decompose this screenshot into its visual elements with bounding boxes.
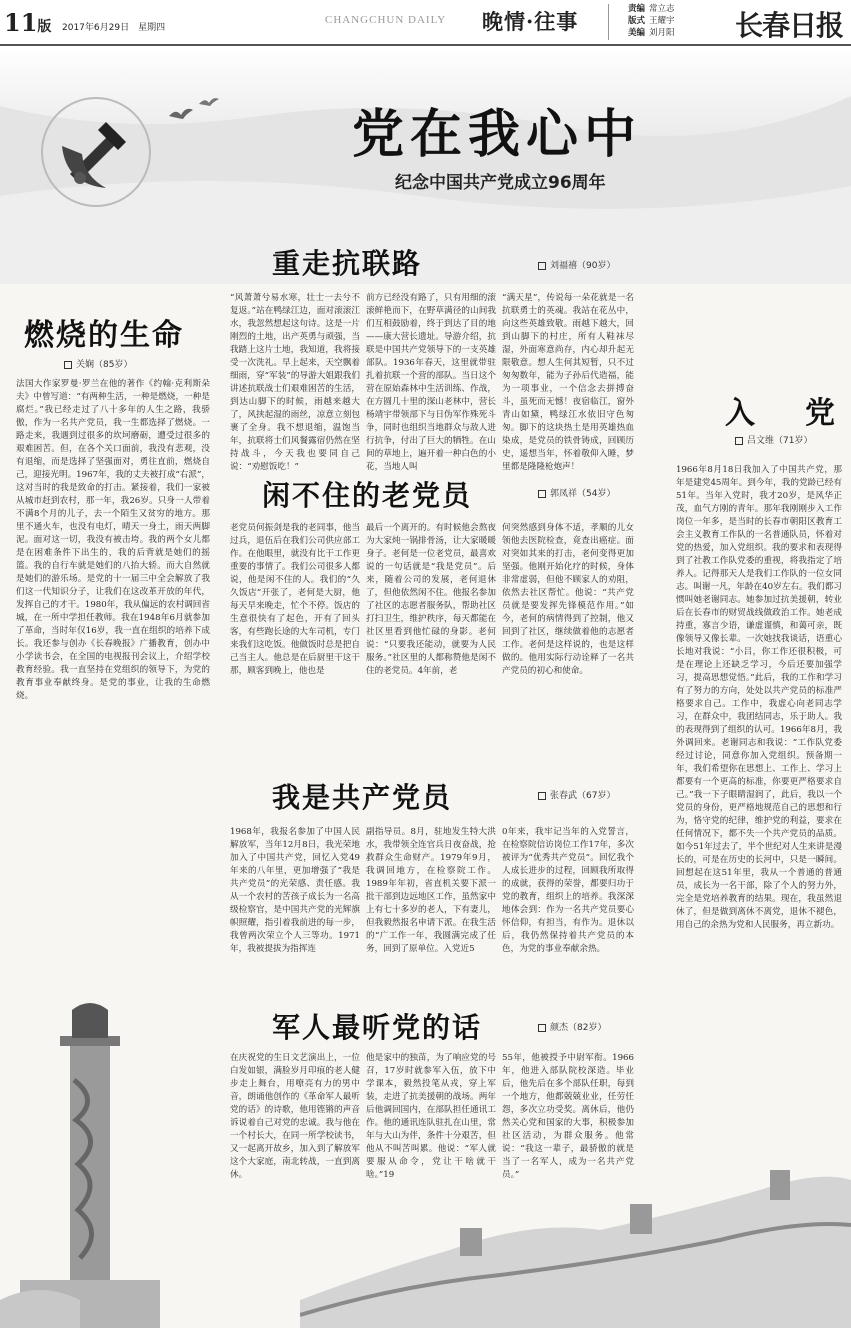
article-body-burning: 法国大作家罗曼·罗兰在他的著作《约翰·克利斯朵夫》中曾写道：“有两种生活，一种是燃烧，一种是腐烂。”我已经走过了八十多年的人生之路，我骄傲，作为一名共产党员，我一生都选择了燃烧。一路走来，我遇到过很多的坎坷磨砺，遭受过很多的艰难困苦。但，在各个关口面前，我没有悲观，没有退缩，而是选择了坚强面对，勇往直前，燃烧自己，迎接光明。1967年，我的丈夫被打成“右派”，这对当时的我是致命的打击。紧接着，我们一家被从城市赶到农村，那一年，我26岁。只身一人带着不满8个月的儿子，去一个陌生又贫穷的地方。那里不通火车，也没有电灯，晴天一身土，雨天两脚泥。面对这一切，我没有被击垮。我的两个女儿都是在困难条件下出生的，我的后背就是她们的摇篮。我的自行车就是她们的八抬大轿。而大自然就是她们的游乐场。是党的十一届三中全会解放了我们这一代知识分子，让我们在这改革开放的年代，发挥自己的才干。1980年，我从偏远的农村调回省城，在一所中学担任教师。我在1948年6月就参加了革命，当时年仅16岁，我一直在组织的培养下成长。我还参与创办《长春晚报》广播教育，创办中小学读书会，在全国的电视报刊会议上，介绍学校教育经验。我一直坚持在党组织的领导下，为党的教育事业奉献终身。是党的事业，让我的生命燃烧。 [16, 379, 210, 701]
column-name: 晚情·往事 [482, 9, 579, 34]
byline-burning [64, 357, 132, 370]
article-body-member-col3: 0年来，我牢记当年的入党誓言，在检察院信访岗位工作17年，多次被评为“优秀共产党员”。回忆我个人成长进步的过程，回顾我所取得的成就，获得的荣誉，都要归功于党的教育，组织上的培养。我深深地体会到：作为一名共产党员要心怀信仰，有担当，有作为。退休以后，我仍然保持着共产党员的本色，为党的事业奉献余热。 [502, 827, 634, 954]
byline-square-icon [538, 792, 546, 800]
byline-text: 张春武（67岁） [550, 791, 616, 801]
byline-square-icon [538, 1024, 546, 1032]
byline-member [538, 788, 615, 801]
staff-name: 常立志 [649, 4, 675, 14]
staff-line-3 [628, 27, 675, 39]
newspaper-logo: 长春日报 [734, 9, 843, 42]
byline-road [538, 258, 615, 271]
article-title-soldier: 军人最听党的话 [272, 1011, 483, 1044]
article-title-busy: 闲不住的老党员 [262, 479, 473, 512]
byline-text: 关娴（85岁） [76, 360, 133, 370]
staff-role: 责编 [628, 4, 646, 14]
article-body-soldier-col1: 在庆祝党的生日文艺演出上，一位白发如银，满脸岁月印痕的老人健步走上舞台，用嘹亮有力的男中音，朗诵他创作的《革命军人最听党的话》的诗歌，他用铿锵的声音诉说着自己对党的忠诚。我与他在一个村长大，在同一所学校读书，又一起离开故乡，加入到了解放军这个大家庭，南北转战，一直到离休。 [230, 1053, 360, 1180]
issue-date: 2017年6月29日 星期四 [62, 23, 166, 33]
article-body-busy-col3: 何突然感到身体不适，孝顺的儿女领他去医院检查，竟查出癌症。面对突如其来的打击，老何变得更加坚强。他刚开始化疗的时候，身体非常虚弱，但他不顾家人的劝阻，依然去社区帮忙。他说：“共产党员就是要发挥先锋模范作用。”如今，老何的病情得到了控制，他又回到了社区，继续做着他的志愿者工作。老何是这样说的，也是这样做的。他用实际行动诠释了一名共产党员的初心和使命。 [502, 523, 634, 676]
party-emblem-icon [40, 96, 152, 208]
byline-square-icon [538, 490, 546, 498]
masthead-divider [608, 4, 609, 40]
staff-line-1 [628, 3, 675, 15]
byline-text: 郭凤祥（54岁） [550, 489, 616, 499]
page-title: 党在我心中 [352, 104, 643, 165]
staff-line-2 [628, 15, 675, 27]
byline-square-icon [735, 437, 743, 445]
byline-text: 吕文维（71岁） [747, 436, 813, 446]
english-name: CHANGCHUN DAILY [325, 14, 447, 26]
article-title-join: 入 党 [725, 396, 845, 431]
monument-column-image [0, 1000, 240, 1328]
article-title-burning: 燃烧的生命 [24, 318, 184, 353]
byline-busy [538, 486, 615, 499]
article-body-soldier-col2: 他是家中的独苗，为了响应党的号召，17岁时就参军入伍，放下中学课本，毅然投笔从戎，穿上军装，走进了抗美援朝的战场。两年后他调回国内，在部队担任通讯工作。他的通讯连队驻扎在山里，常年与大山为伴，条件十分艰苦，但他从不叫苦叫累。他说：“军人就要服从命令，党让干啥就干啥。”19 [366, 1053, 496, 1180]
article-body-soldier-col3: 55年，他被授予中尉军衔。1966年，他进入部队院校深造。毕业后，他先后在多个部队任职，每到一个地方，他都兢兢业业，任劳任怨，多次立功受奖。离休后，他仍然关心党和国家的大事，积极参加社区活动，为群众服务。他常说：“我这一辈子，最骄傲的就是当了一名军人，成为一名共产党员。” [502, 1053, 634, 1180]
staff-name: 刘月阳 [649, 28, 675, 38]
article-body-busy-col2: 最后一个离开的。有时候他会熬夜为大家炖一锅排骨汤，让大家暖暖身子。老何是一位老党员，最喜欢说的一句话就是“我是党员”。后来，随着公司的发展，老何退休了，但他依然闲不住。他报名参加了社区的志愿者服务队，帮助社区打扫卫生，维护秩序，每天都能在社区里看到他忙碌的身影。老何说：“只要我还能动，就要为人民服务。”社区里的人都称赞他是闲不住的老党员。4年前，老 [366, 523, 496, 676]
masthead [0, 0, 851, 46]
dove-icon [198, 96, 220, 110]
article-title-member: 我是共产党员 [272, 781, 453, 814]
article-title-road: 重走抗联路 [272, 247, 423, 280]
byline-square-icon [64, 361, 72, 369]
great-wall-image [300, 1100, 851, 1328]
byline-text: 刘福禧（90岁） [550, 261, 616, 271]
byline-square-icon [538, 262, 546, 270]
dove-icon [168, 106, 194, 124]
byline-soldier [538, 1020, 606, 1033]
byline-text: 颜杰（82岁） [550, 1023, 607, 1033]
page-suffix: 版 [37, 19, 52, 35]
page-number [4, 8, 51, 37]
article-body-member-col2: 副指导员。8月，驻地发生特大洪水，我带领全连官兵日夜奋战，抢救群众生命财产。1979年9月，我调回地方，在检察院工作。1989年年初，省直机关要下派一批干部到边远地区工作，虽然家中上有七十多岁的老人，下有妻儿，但我毅然报名申请下派。在我生活的“广工作一年，我圆满完成了任务，回到了原单位。入党近5 [366, 827, 496, 954]
page-number-value: 11 [4, 8, 38, 37]
page-subtitle: 纪念中国共产党成立96周年 [395, 173, 606, 193]
article-body-join: 1966年8月18日我加入了中国共产党，那年是建党45周年。到今年，我的党龄已经有51年。当年入党时，我才20岁，是风华正茂，血气方刚的青年。那年我刚刚步入工作岗位一年多，是当时的长春市朝阳区教育工会主义教育工作队的一名普通队员，怀着对党的热爱，加入党组织。我的要求和表现得到了社教工作队党委的重视，将我指定了培养人。记得那天人是我们工作队的一位女同志。叫谢一凡，年龄在40岁左右。我们都习惯叫她老谢同志。她参加过抗美援朝，转业后在长春市的财贸战线做政治工作。她老成持重，寡言少语，谦虚谨慎，和蔼可亲，既像领导又像长辈。一次她找我谈话，语重心长地对我说：“小吕，你工作还很积极，可是在理论上还缺乏学习，今后还要加强学习，提高思想觉悟。”此后，我的工作和学习有了努力的方向，处处以共产党员的标准严格要求自己。工作中，我虚心向老同志学习，在群众中，我团结同志，乐于助人。我的表现得到了组织的认可。1966年8月，我外调回来。老谢同志和我说：“工作队党委经过讨论，同意你加入党组织。预备期一年，我们希望你在思想上、工作上、学习上都要有一个更高的标准，你要更严格要求自己。”我一下子眼睛湿润了，此后，我以一个党员的身份，更严格地规范自己的思想和行为，恪守党的纪律，维护党的利益，要求在任何情况下，都不失一个共产党员的品质。如今51年过去了，半个世纪对人生来讲是漫长的，可是在历史的长河中，只是一瞬间。回想起在这51年里，我从一个普通的普通员，成长为一名干部，除了个人的努力外，完全是党培养教育的结果。现在，我虽然退休了，但是做到离休不离党，退休不褪色，用自己的余热为党和人民服务，再立新功。 [676, 465, 842, 930]
article-body-road-col2: 前方已经没有路了，只有用细的滚滚鲜艳而下，在野草满径的山间我们互相鼓励着，终于到达了目的地——康大营长遗址。导游介绍，抗联是中国共产党领导下的一支英雄部队。1936年春天，这里就带驻扎着抗联一个营的部队。当日这个营在原始森林中生活训练、作战，在方圆几十里的深山老林中，营长杨靖宇带领部下与日伪军作殊死斗争，同时也组织当地群众与敌人进行抗争，付出了巨大的牺牲。在山间的草地上，遍开着一种白色的小花，当地人叫 [366, 293, 496, 472]
article-body-road-col1: “风萧萧兮易水寒，壮士一去兮不复返。”站在鸭绿江边，面对滚滚江水，我忽然想起这句诗。这是一片刚烈的土地，出产英勇与顽强，当我踏上这片土地，我知道，我将接受一次洗礼。早上起来，天空飘着细雨，穿“军装”的导游大姐跟我们讲述抗联战士们艰难困苦的生活，到达山脚下的时候，雨越来越大了，风挟起湿的雨丝，凉意立刻包裹了全身。我不想退缩，温饱当年，抗联将士们风餐露宿仍然在坚持战斗，今天我也要同自己说：“劝慰饭吃！” [230, 293, 360, 472]
staff-role: 版式 [628, 16, 646, 26]
article-body-busy-col1: 老党员何振剑是我的老同事，他当过兵，退伍后在我们公司供应部工作。在他眼里，就没有比干工作更重要的事情了。我们公司很多人都说，他是闲不住的人。我们的“久久饭店”开张了，老何是大厨，他每天早来晚走，忙个不停。饭店的生意很快有了起色，开有了回头客，有些跑长途的大车司机，专门来我们这吃饭。他做饭时总是把自己当主人。他总是在后厨里干这干那，顾客到晚上，他也是 [230, 523, 360, 676]
staff-role: 美编 [628, 28, 646, 38]
article-body-member-col1: 1968年，我报名参加了中国人民解放军，当年12月8日，我光荣地加入了中国共产党，回忆入党49年来的八年里，更加增强了“我是共产党员”的光荣感、责任感。我从一个农村的苦孩子成长为一名高级检察官，是中国共产党的光辉旗帜照耀，指引着我前进的每一步，我曾两次荣立个人三等功。1971年，我被提拔为指挥连 [230, 827, 360, 954]
article-body-road-col3: “满天星”，传说每一朵花就是一名抗联勇士的英魂。我站在花丛中，向这些英雄致敬。雨越下越大，回到山脚下的村庄，所有人鞋袜尽湿，外面寒意尚存，内心却升起无限敬意。想人生何其短暂，只不过匆匆数年，能为子孙后代造福，能为一项事业，一个信念去拼搏奋斗，虽死而无憾！夜宿临江，窗外青山如黛，鸭绿江水依旧守色匆匆。脚下的这块热土是用英雄热血染成，是党员的铁骨铸成，回顾历史，遥想当年，怀着敬仰入睡，梦里都是隆隆枪炮声！ [502, 293, 634, 472]
byline-join [735, 433, 812, 446]
staff-name: 王耀宇 [649, 16, 675, 26]
